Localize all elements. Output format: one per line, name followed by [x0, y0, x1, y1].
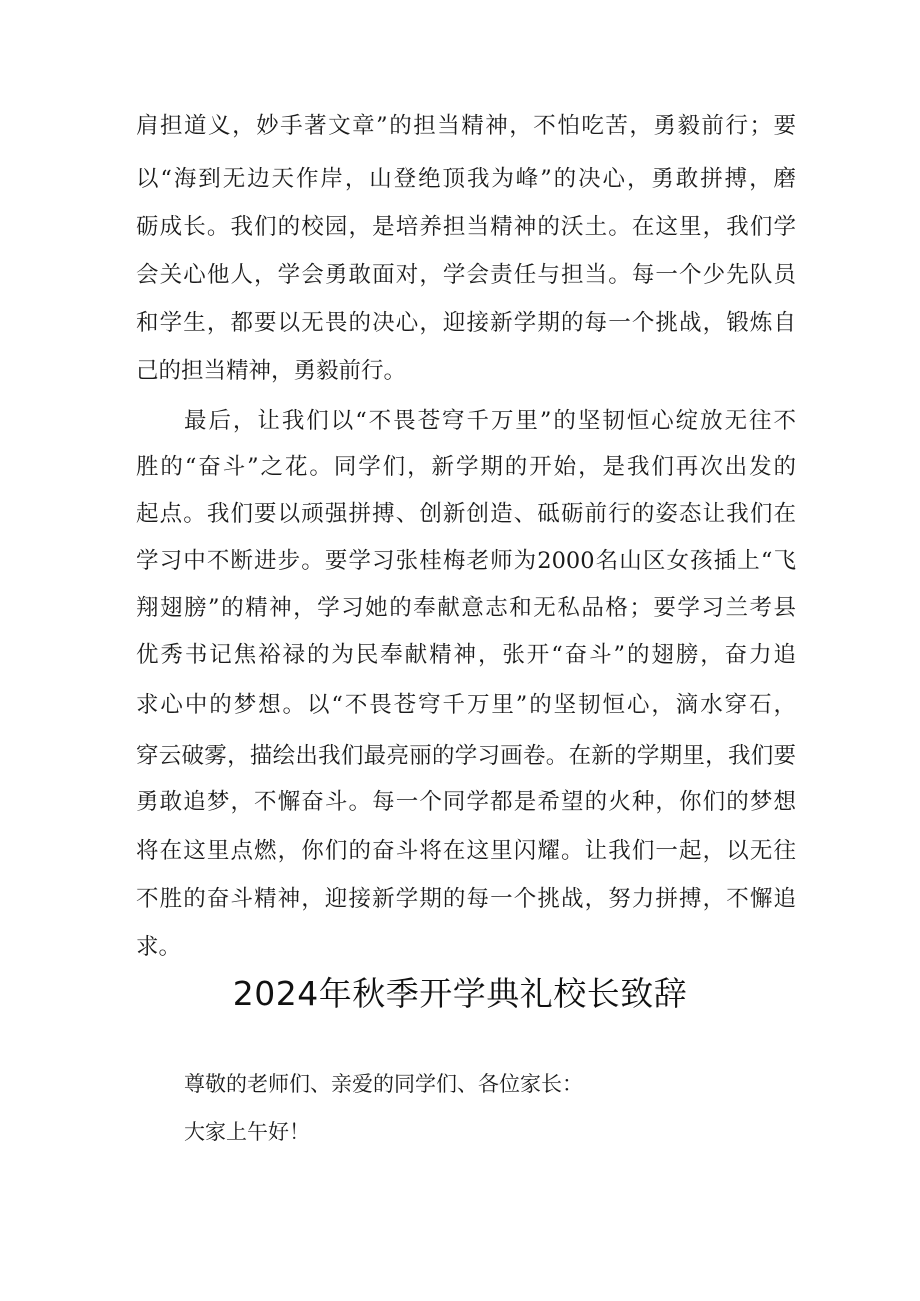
- paragraph-2-line-2: 胜的“奋斗”之花。同学们，新学期的开始，是我们再次出发的: [136, 454, 796, 480]
- paragraph-2-line-3: 起点。我们要以顽强拼搏、创新创造、砥砺前行的姿态让我们在: [136, 501, 796, 527]
- speech-title: 2024年秋季开学典礼校长致辞: [232, 974, 688, 1013]
- speech-greeting: 大家上午好！: [184, 1120, 310, 1144]
- paragraph-1-line-3: 砺成长。我们的校园，是培养担当精神的沃土。在这里，我们学: [136, 214, 796, 240]
- paragraph-2-line-9: 勇敢追梦，不懈奋斗。每一个同学都是希望的火种，你们的梦想: [136, 789, 796, 815]
- paragraph-2-line-8: 穿云破雾，描绘出我们最亮丽的学习画卷。在新的学期里，我们要: [136, 743, 796, 769]
- paragraph-1-line-6: 己的担当精神，勇毅前行。: [136, 358, 407, 384]
- paragraph-2-line-10: 将在这里点燃，你们的奋斗将在这里闪耀。让我们一起，以无往: [136, 838, 796, 864]
- paragraph-2-line-12: 求。: [136, 934, 182, 960]
- paragraph-2-line-6: 优秀书记焦裕禄的为民奉献精神，张开“奋斗”的翅膀，奋力追: [136, 642, 796, 668]
- paragraph-2-line-11: 不胜的奋斗精神，迎接新学期的每一个挑战，努力拼搏，不懈追: [136, 886, 796, 912]
- speech-salutation: 尊敬的老师们、亲爱的同学们、各位家长：: [184, 1072, 583, 1096]
- paragraph-1-line-4: 会关心他人，学会勇敢面对，学会责任与担当。每一个少先队员: [136, 262, 796, 288]
- paragraph-2-line-7: 求心中的梦想。以“不畏苍穹千万里”的坚韧恒心，滴水穿石，: [136, 692, 796, 718]
- paragraph-2-line-5: 翔翅膀”的精神，学习她的奉献意志和无私品格；要学习兰考县: [136, 595, 796, 621]
- paragraph-1-line-1: 肩担道义，妙手著文章”的担当精神，不怕吃苦，勇毅前行；要: [136, 113, 796, 139]
- paragraph-2-line-4: 学习中不断进步。要学习张桂梅老师为2000名山区女孩插上“飞: [136, 548, 796, 574]
- paragraph-1-line-2: 以“海到无边天作岸，山登绝顶我为峰”的决心，勇敢拼搏，磨: [136, 166, 796, 192]
- paragraph-2-line-1: 最后，让我们以“不畏苍穹千万里”的坚韧恒心绽放无往不: [184, 408, 796, 434]
- paragraph-1-line-5: 和学生，都要以无畏的决心，迎接新学期的每一个挑战，锻炼自: [136, 310, 796, 336]
